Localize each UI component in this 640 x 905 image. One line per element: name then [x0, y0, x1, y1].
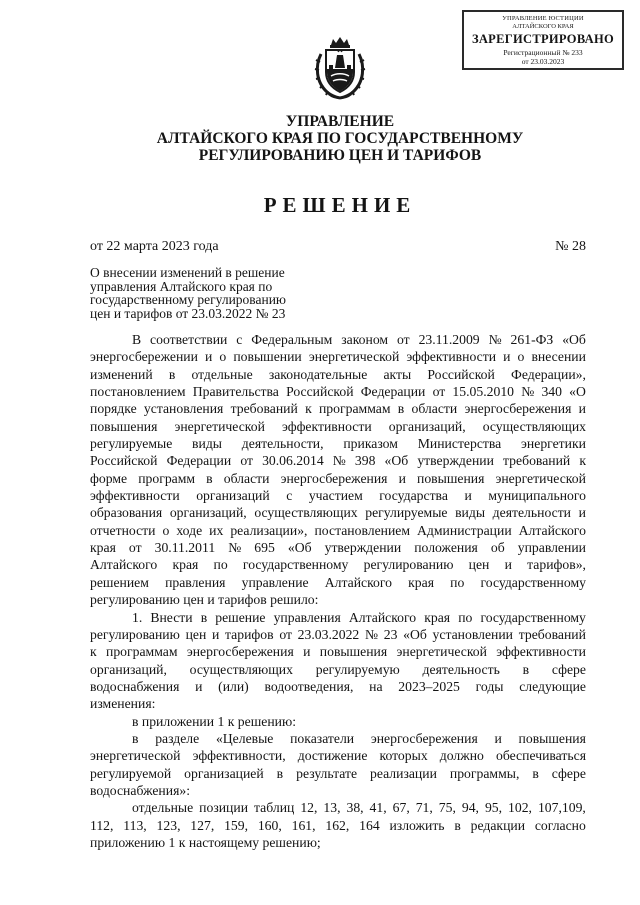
body-line: к программам энергосбережения и повышения энергетической эффективности — [90, 644, 586, 660]
body-line: регулируемые виды деятельности, приказом Министерства энергетики — [90, 436, 586, 452]
body-line: регулируемой организацией в результате реализации программы, в сфере — [90, 765, 586, 781]
body-line: 112, 113, 123, 127, 159, 160, 161, 162, 164 изложить в редакции согласно — [90, 817, 586, 833]
document-body — [90, 331, 586, 851]
subject-line: цен и тарифов от 23.03.2022 № 23 — [90, 305, 286, 321]
body-line: энергосбережении и о повышении энергетической эффективности и о внесении — [90, 349, 586, 365]
altai-krai-coat-of-arms-icon — [311, 36, 369, 102]
stamp-org-line1: УПРАВЛЕНИЕ ЮСТИЦИИ — [502, 15, 584, 22]
body-line: решением правления управление Алтайского края по государственному — [90, 574, 586, 590]
body-line: приложению 1 к настоящему решению; — [90, 834, 321, 850]
document-date: от 22 марта 2023 года — [90, 239, 219, 254]
body-line: изменения: — [90, 696, 156, 712]
subject-line: государственному регулированию — [90, 292, 287, 307]
body-line: 1. Внести в решение управления Алтайского края по государственному — [132, 609, 586, 625]
stamp-registration-date: от 23.03.2023 — [521, 57, 565, 66]
body-line: в разделе «Целевые показатели энергосбережения и повышения — [132, 730, 586, 746]
registration-stamp — [462, 10, 624, 70]
org-name-line2: АЛТАЙСКОГО КРАЯ ПО ГОСУДАРСТВЕННОМУ — [156, 130, 524, 147]
subject-line: О внесении изменений в решение — [90, 265, 285, 280]
stamp-registration-number: Регистрационный № 233 — [503, 48, 583, 57]
document-subject — [90, 266, 312, 320]
body-line: водоснабжения и (или) водоотведения, на 2023–2025 годы следующие — [90, 678, 586, 694]
body-line: порядке установления требований к программам в области энергосбережения и — [90, 401, 586, 417]
paragraph-item-1 — [90, 609, 586, 713]
document-number: № 28 — [555, 239, 586, 254]
body-line: эффективности организаций с участием государства и муниципального — [90, 488, 586, 504]
org-name-line1: УПРАВЛЕНИЕ — [285, 113, 395, 130]
body-line: водоснабжения»: — [90, 782, 191, 798]
body-line: постановлением Правительства Российской Федерации от 15.05.2010 № 340 «О — [90, 384, 586, 400]
body-line: отдельные позиции таблиц 12, 13, 38, 41, 67, 71, 75, 94, 95, 102, 107,109, — [132, 800, 586, 816]
body-line: отчетности о ходе их реализации», постановлением Администрации Алтайского — [90, 522, 586, 538]
stamp-org-line2: АЛТАЙСКОГО КРАЯ — [512, 22, 574, 30]
body-line: В соответствии с Федеральным законом от 23.11.2009 № 261-ФЗ «Об — [132, 332, 586, 347]
paragraph-legal-basis — [90, 331, 586, 609]
body-line: организаций, осуществляющих регулируемую деятельность в сфере — [90, 661, 586, 677]
body-line: изменений в отдельные законодательные акты Российской Федерации», — [90, 366, 586, 382]
body-line: образования организаций, осуществляющих регулируемые виды деятельности и — [90, 505, 586, 521]
subject-line: управления Алтайского края по — [90, 278, 273, 294]
stamp-status: ЗАРЕГИСТРИРОВАНО — [471, 32, 615, 46]
body-line: энергетической эффективности, достижение которых должно обеспечиваться — [90, 748, 586, 764]
body-line: форме программ в области энергосбережения и повышения энергетической — [90, 470, 586, 486]
paragraph-section — [90, 730, 586, 799]
body-line: Алтайского края по государственному регулированию цен и тарифов», — [90, 557, 586, 573]
body-line: Российской Федерации от 30.06.2014 № 398 «Об утверждении требований к — [90, 453, 586, 469]
body-line: регулированию цен и тарифов от 23.03.2022 № 23 «Об установлении требований — [90, 626, 586, 642]
body-line: регулированию цен и тарифов решило: — [90, 592, 319, 608]
paragraph-annex-reference: в приложении 1 к решению: — [132, 713, 297, 729]
org-name-line3: РЕГУЛИРОВАНИЮ ЦЕН И ТАРИФОВ — [198, 147, 482, 164]
document-title: РЕШЕНИЕ — [263, 193, 417, 217]
body-line: повышения энергетической эффективности организаций, осуществляющих — [90, 418, 586, 434]
body-line: края от 30.11.2011 № 695 «Об утверждении положения об управлении — [90, 540, 586, 556]
paragraph-tables — [90, 799, 586, 851]
